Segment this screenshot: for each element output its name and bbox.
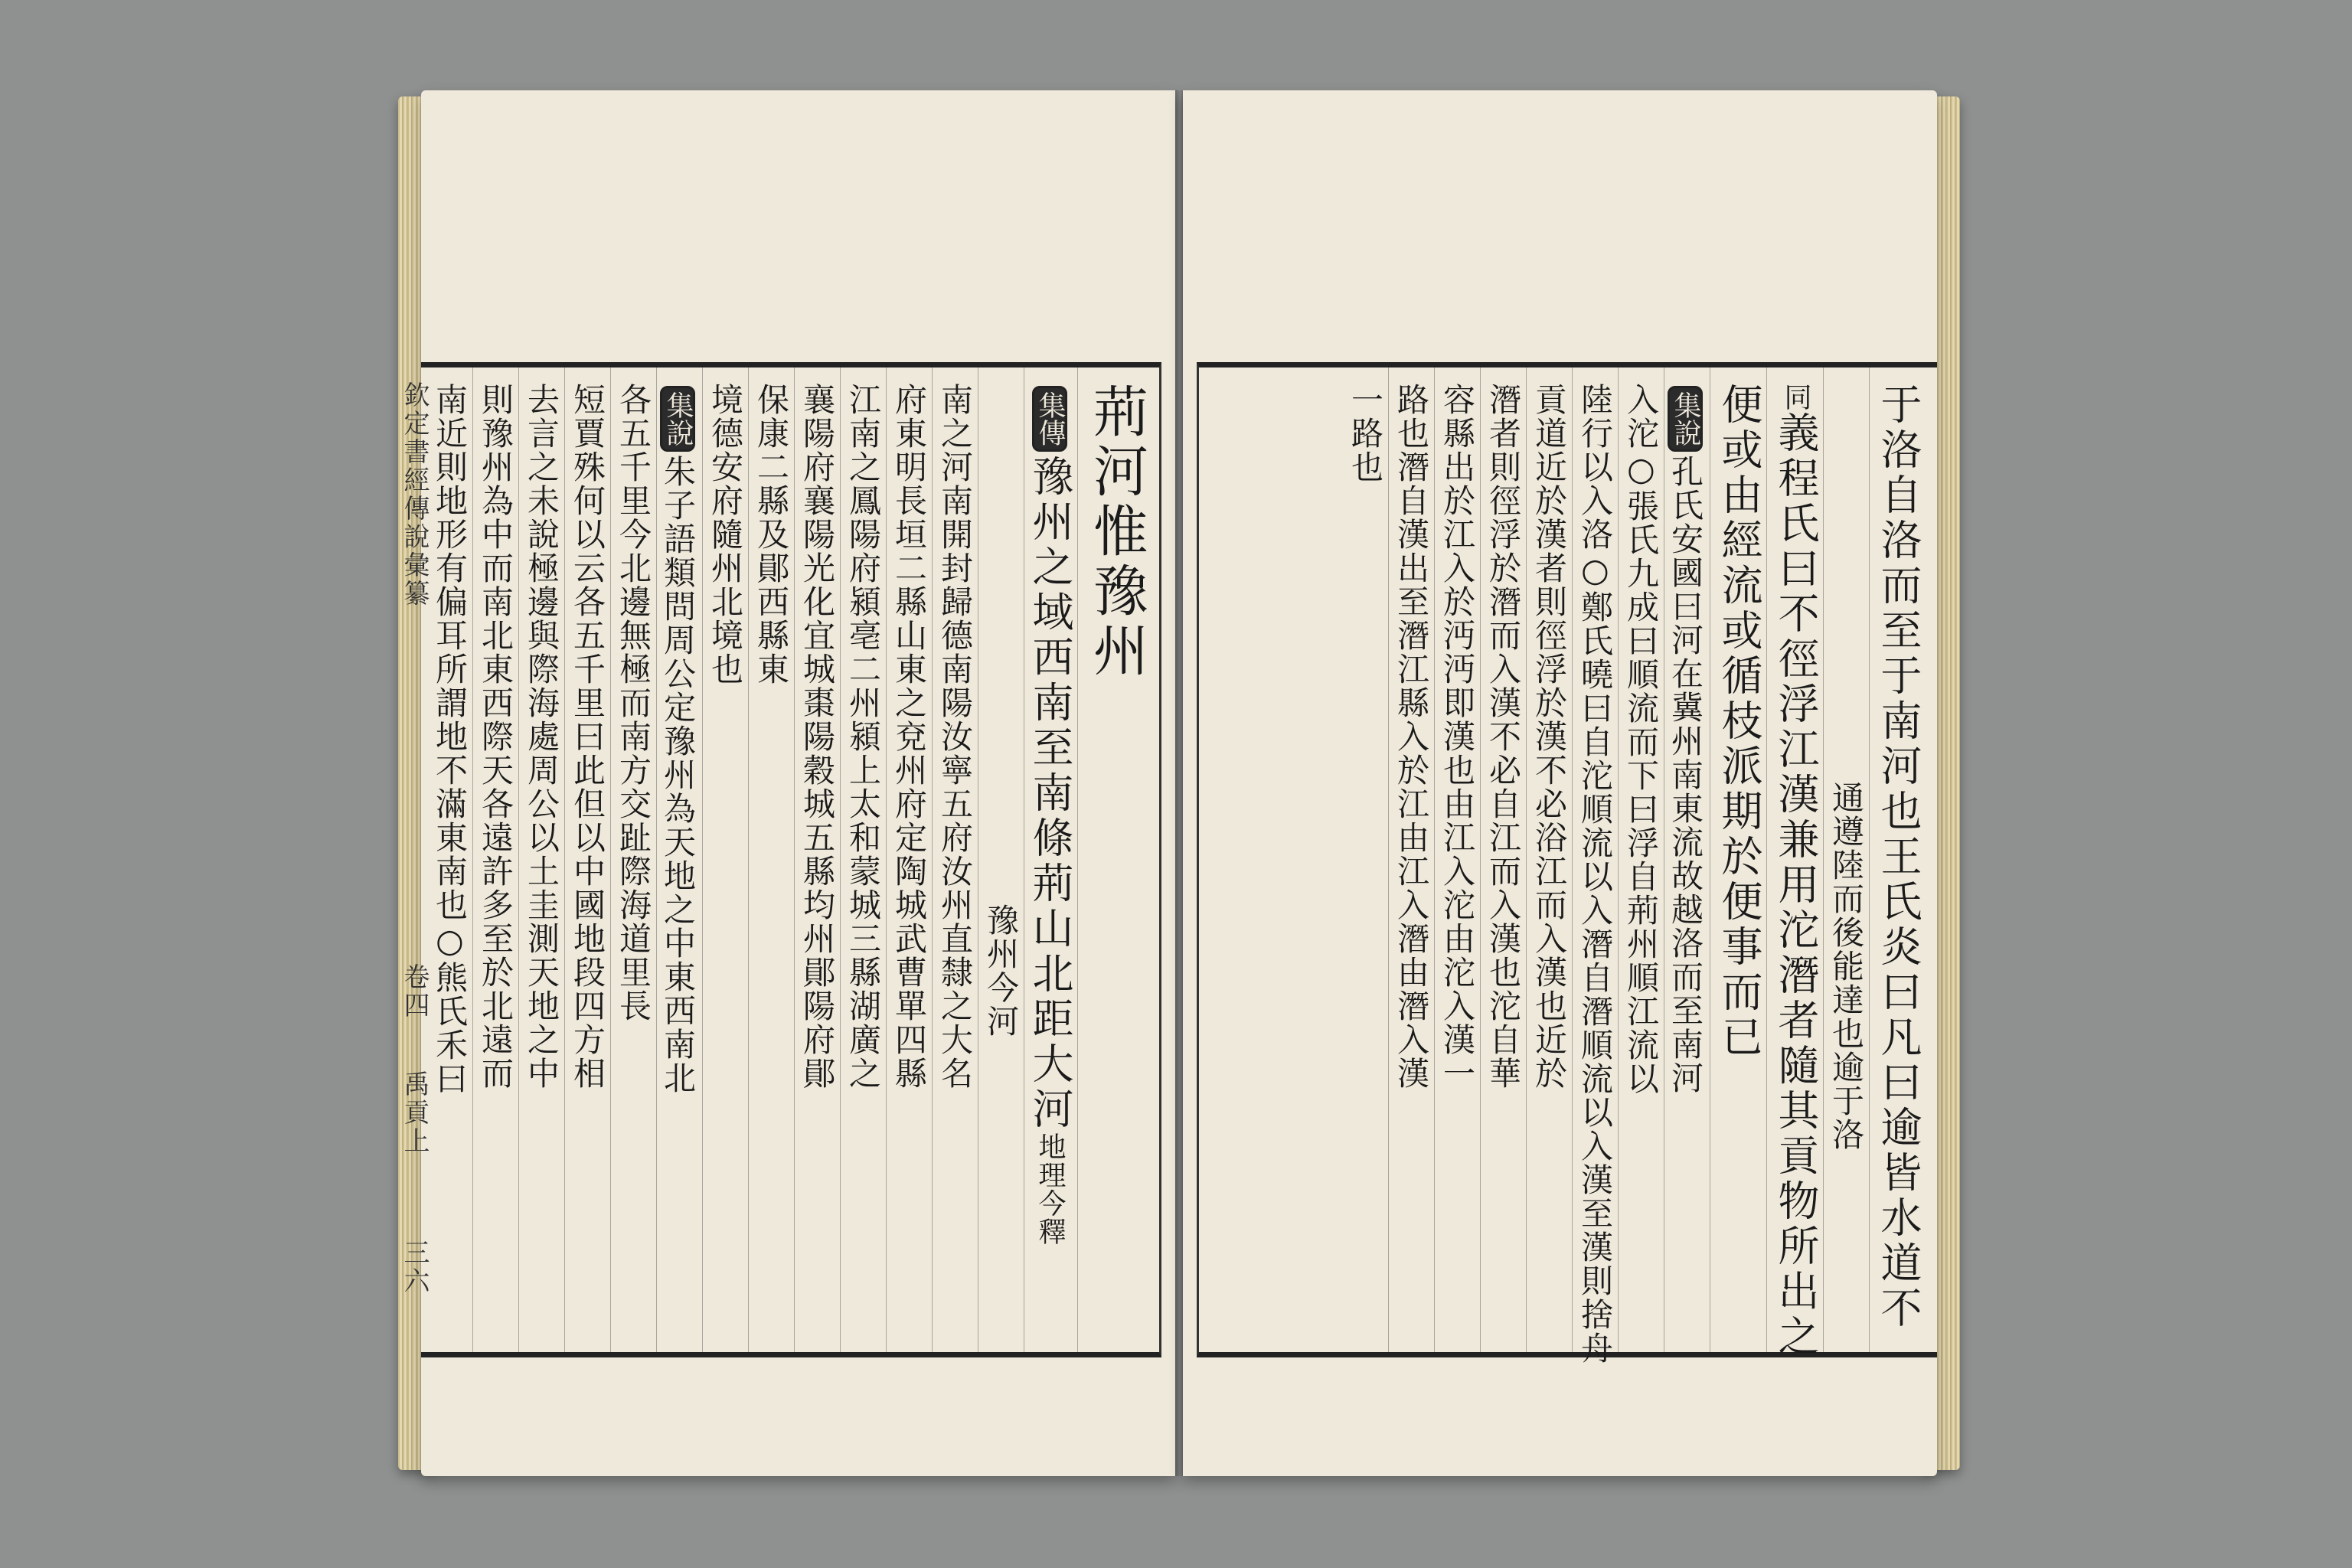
right-column-2: 通遵陸而後能達也逾于洛 [1828, 781, 1865, 1152]
left-column-8: 保康二縣及鄖西縣東 [753, 383, 790, 686]
left-page [421, 90, 1175, 1476]
right-column-5-text: 孔氏安國曰河在冀州南東流故越洛而至南河 [1667, 455, 1704, 1095]
right-text-frame [1197, 362, 1937, 1365]
right-column-8: 貢道近於漢者則徑浮於漢不必浴江而入漢也近於 [1530, 383, 1568, 1090]
left-text-frame [421, 362, 1161, 1357]
left-column-11: 各五千里今北邊無極而南方交趾際海道里長 [615, 383, 652, 1023]
right-column-11: 路也潛自漢出至潛江縣入於江由江入潛由潛入漢 [1393, 383, 1430, 1090]
right-column-6: 入沱○張氏九成曰順流而下曰浮自荊州順江流以 [1622, 383, 1660, 1096]
right-column-3 [1772, 383, 1820, 1360]
left-column-4: 南之河南開封歸德南陽汝寧五府汝州直隸之大名 [936, 383, 974, 1090]
right-column-10: 容縣出於江入於沔沔即漢也由江入沱由沱入漢一 [1439, 383, 1476, 1090]
jishuo-badge-right: 集說 [1668, 386, 1703, 452]
running-volume: 卷四 [399, 963, 430, 1020]
right-column-12: 一路也 [1347, 383, 1384, 484]
left-column-3: 豫州今河 [982, 903, 1020, 1038]
left-column-2-note: 地理今釋 [1034, 1132, 1066, 1246]
running-chapter: 禹貢上 [399, 1070, 430, 1155]
right-page [1183, 90, 1937, 1476]
left-column-10 [660, 383, 695, 1337]
jizhuan-badge: 集傳 [1032, 386, 1067, 452]
right-column-4: 便或由經流或循枝派期於便事而已 [1715, 383, 1763, 1060]
left-column-5: 府東明長垣二縣山東之兗州府定陶城武曹單四縣 [890, 383, 928, 1090]
right-column-3-text: 義程氏曰不徑浮江漢兼用沱潛者隨其貢物所出之 [1772, 411, 1820, 1360]
running-page-number: 三六 [399, 1239, 430, 1295]
right-column-1: 于洛自洛而至于南河也王氏炎曰凡曰逾皆水道不 [1874, 383, 1922, 1331]
section-heading: 荊河惟豫州 [1084, 383, 1148, 681]
left-column-2-text: 豫州之域西南至南條荊山北距大河 [1026, 455, 1074, 1132]
left-column-13: 去言之未說極邊與際海處周公以土圭測天地之中 [523, 383, 560, 1090]
left-column-14: 則豫州為中而南北東西際天各遠許多至於北遠而 [477, 383, 514, 1090]
right-column-9: 潛者則徑浮於潛而入漢不必自江而入漢也沱自華 [1485, 383, 1522, 1090]
right-column-5 [1668, 383, 1703, 1337]
right-column-7: 陸行以入洛○鄭氏曉曰自沱順流以入潛自潛順流以入漢至漢則捨舟 [1576, 383, 1614, 1365]
left-column-12: 短賈殊何以云各五千里曰此但以中國地段四方相 [569, 383, 606, 1090]
right-column-3-note: 同 [1780, 383, 1811, 411]
left-column-7: 襄陽府襄陽光化宜城棗陽穀城五縣均州鄖陽府鄖 [799, 383, 836, 1090]
jishuo-badge-left: 集說 [660, 386, 695, 452]
running-title: 欽定書經傳說彙纂 [399, 381, 430, 608]
left-column-2 [1026, 383, 1074, 1337]
left-column-6: 江南之鳳陽府潁亳二州潁上太和蒙城三縣湖廣之 [844, 383, 882, 1090]
left-column-15: 南近則地形有偏耳所謂地不滿東南也○熊氏禾曰 [431, 383, 469, 1096]
left-column-10-text: 朱子語類問周公定豫州為天地之中東西南北 [659, 455, 697, 1095]
open-book [398, 90, 1960, 1476]
left-column-9: 境德安府隨州北境也 [707, 383, 744, 686]
